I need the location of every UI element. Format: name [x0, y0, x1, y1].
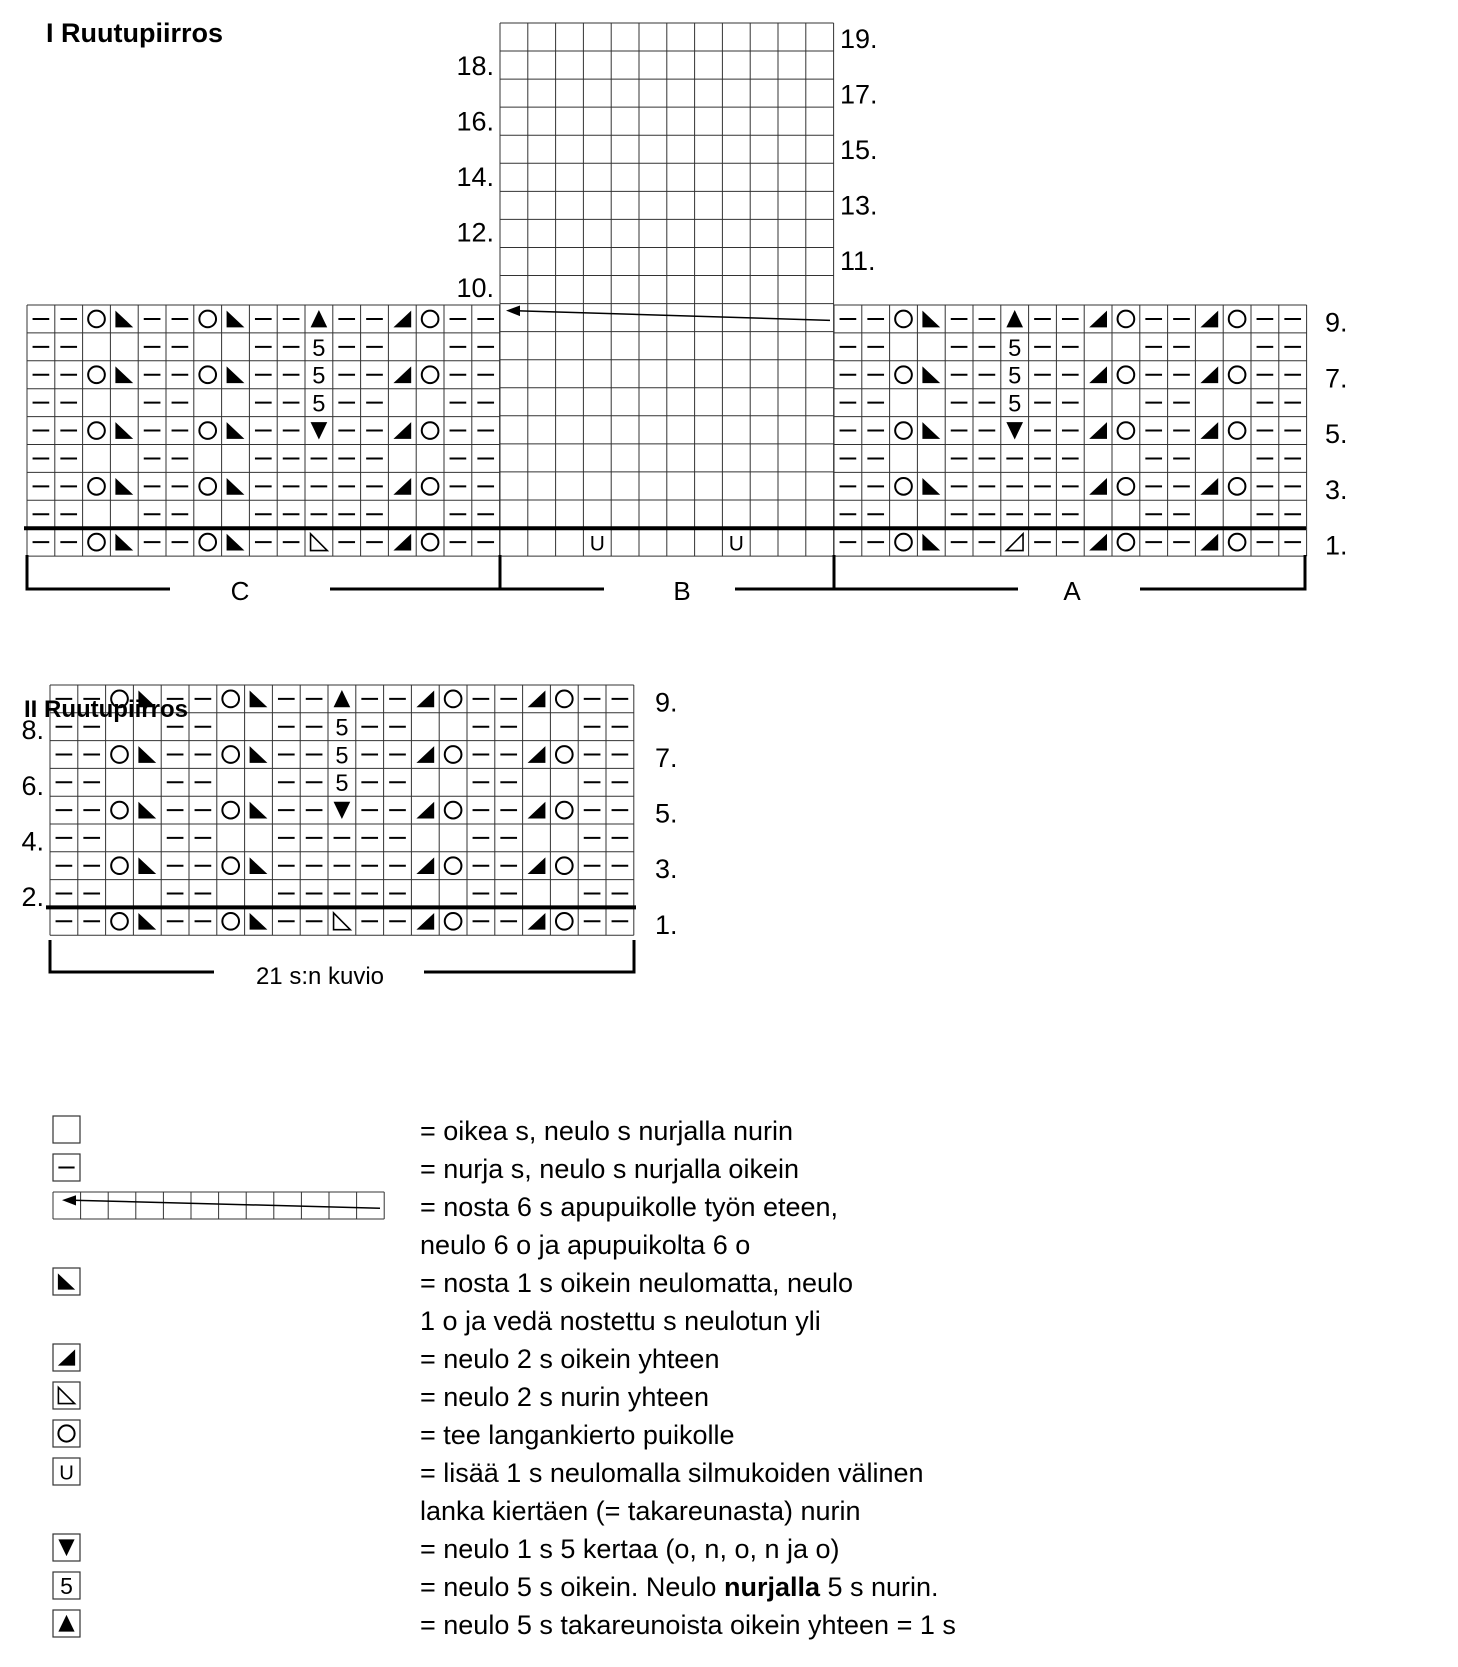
skpo-mark: [227, 311, 245, 328]
yarn-over-mark: [111, 857, 128, 874]
m1p-mark: U: [59, 1462, 74, 1485]
inc5-mark: [334, 802, 351, 819]
bracket-c-right: [330, 555, 500, 589]
upper-row-label-right: 17.: [840, 79, 878, 110]
k2tog-mark: [1200, 366, 1218, 383]
skpo-mark: [227, 478, 245, 495]
legend-text-cable-1: = nosta 6 s apupuikolle työn eteen,: [420, 1192, 839, 1222]
yarn-over-mark: [556, 913, 573, 930]
row-label-left: 8.: [21, 715, 44, 746]
skpo-mark: [138, 857, 156, 874]
legend-text-inc5: = neulo 1 s 5 kertaa (o, n, o, n ja o): [420, 1534, 840, 1564]
five-mark: 5: [1008, 335, 1022, 362]
skpo-mark: [922, 534, 940, 551]
legend-text-dash: = nurja s, neulo s nurjalla oikein: [420, 1154, 799, 1184]
yarn-over-mark: [1118, 311, 1135, 328]
inc5-mark: [1006, 422, 1023, 439]
upper-row-label-left: 18.: [456, 51, 494, 81]
row-label-left: 4.: [21, 826, 44, 857]
k2tog-mark: [528, 691, 546, 708]
legend-text-five-pre: = neulo 5 s oikein. Neulo: [420, 1572, 724, 1602]
five-mark: 5: [312, 363, 326, 390]
yarn-over-mark: [1118, 422, 1135, 439]
yarn-over-mark: [222, 857, 239, 874]
yarn-over-mark: [222, 746, 239, 763]
yarn-over-mark: [1118, 478, 1135, 495]
row-label-right: 9.: [655, 687, 678, 718]
row-label-right: 5.: [655, 798, 678, 829]
k2tog-mark: [393, 534, 411, 551]
k2tog-mark: [528, 802, 546, 819]
yarn-over-mark: [422, 366, 439, 383]
yarn-over-mark: [222, 802, 239, 819]
row-label-right: 3.: [1325, 474, 1348, 505]
yarn-over-mark: [88, 311, 105, 328]
row-label-right: 9.: [1325, 307, 1348, 338]
row-label-left: 2.: [21, 882, 44, 913]
dec5-mark: [334, 690, 351, 707]
row-label-right: 7.: [1325, 363, 1348, 394]
yarn-over-mark: [222, 691, 239, 708]
skpo-mark: [250, 746, 268, 763]
yarn-over-mark: [895, 478, 912, 495]
k2tog-mark: [416, 857, 434, 874]
skpo-mark: [250, 857, 268, 874]
skpo-mark: [227, 422, 245, 439]
k2tog-mark: [393, 478, 411, 495]
yarn-over-mark: [1229, 478, 1246, 495]
yarn-over-mark: [445, 691, 462, 708]
row-label-right: 1.: [655, 909, 678, 940]
yarn-over-mark: [556, 691, 573, 708]
chart-2: [21, 685, 677, 990]
p2tog-mark: [1006, 534, 1023, 551]
skpo-mark: [115, 478, 133, 495]
cable-arrow: [512, 311, 830, 321]
k2tog-mark: [1089, 534, 1107, 551]
chart-2-title: II Ruutupiirros: [24, 696, 188, 723]
inc5-mark: [311, 422, 328, 439]
yarn-over-mark: [895, 534, 912, 551]
k2tog-mark: [393, 422, 411, 439]
yarn-over-mark: [895, 311, 912, 328]
row-label-right: 5.: [1325, 419, 1348, 450]
k2tog-mark: [1089, 311, 1107, 328]
skpo-mark: [250, 913, 268, 930]
k2tog-mark: [528, 746, 546, 763]
skpo-mark: [115, 534, 133, 551]
yarn-over-mark: [445, 857, 462, 874]
yarn-over-mark: [422, 311, 439, 328]
skpo-mark: [227, 366, 245, 383]
skpo-mark: [138, 691, 156, 708]
skpo-mark: [250, 691, 268, 708]
yarn-over-mark: [1229, 422, 1246, 439]
k2tog-mark: [416, 746, 434, 763]
upper-row-label-right: 13.: [840, 190, 878, 221]
yarn-over-mark: [422, 534, 439, 551]
yarn-over-mark: [1118, 534, 1135, 551]
legend-text-yo: = tee langankierto puikolle: [420, 1420, 735, 1450]
upper-row-label-left: 14.: [456, 162, 494, 192]
k2tog-mark: [1200, 478, 1218, 495]
yarn-over-mark: [88, 422, 105, 439]
section-label-c: C: [230, 576, 250, 606]
legend-text-five-post: 5 s nurin.: [819, 1572, 939, 1602]
k2tog-mark: [1089, 422, 1107, 439]
p2tog-mark: [334, 913, 351, 930]
skpo-mark: [227, 534, 245, 551]
bracket-c-left: [27, 555, 170, 589]
yarn-over-mark: [445, 746, 462, 763]
k2tog-mark: [416, 691, 434, 708]
legend-text-k2tog: = neulo 2 s oikein yhteen: [420, 1344, 720, 1374]
row-label-right: 7.: [655, 743, 678, 774]
section-label-a: A: [1063, 576, 1081, 606]
yarn-over-mark: [1229, 534, 1246, 551]
section-label-b: B: [673, 576, 691, 606]
chart-1-title: I Ruutupiirros: [46, 18, 223, 48]
yarn-over-mark: [1229, 311, 1246, 328]
upper-row-label-left: 12.: [456, 217, 494, 248]
yarn-over-mark: [88, 366, 105, 383]
legend-box-yo: [53, 1420, 80, 1447]
k2tog-mark: [1200, 534, 1218, 551]
skpo-mark: [250, 802, 268, 819]
skpo-mark: [138, 802, 156, 819]
legend-symbols: [53, 1116, 384, 1637]
five-mark: 5: [312, 391, 326, 418]
k2tog-mark: [1089, 478, 1107, 495]
k2tog-mark: [393, 311, 411, 328]
yarn-over-mark: [111, 802, 128, 819]
yarn-over-mark: [556, 802, 573, 819]
row-label-right: 3.: [655, 854, 678, 885]
five-mark: 5: [1008, 363, 1022, 390]
k2tog-mark: [1200, 311, 1218, 328]
yarn-over-mark: [111, 746, 128, 763]
yarn-over-mark: [199, 534, 216, 551]
dec5-mark: [311, 310, 328, 327]
cable-arrow-head: [62, 1195, 76, 1205]
yarn-over-mark: [111, 691, 128, 708]
legend-text-dec5: = neulo 5 s takareunoista oikein yhteen = 1 s: [420, 1610, 956, 1640]
legend-text-skpo-1: = nosta 1 s oikein neulomatta, neulo: [420, 1268, 854, 1298]
yarn-over-mark: [422, 422, 439, 439]
legend-text-empty: = oikea s, neulo s nurjalla nurin: [420, 1116, 793, 1146]
yarn-over-mark: [1118, 366, 1135, 383]
yarn-over-mark: [445, 913, 462, 930]
yarn-over-mark: [445, 802, 462, 819]
k2tog-mark: [528, 857, 546, 874]
yarn-over-mark: [199, 366, 216, 383]
yarn-over-mark: [199, 422, 216, 439]
p2tog-mark: [311, 534, 328, 551]
k2tog-mark: [1089, 366, 1107, 383]
bracket-b-right: [735, 555, 834, 589]
yarn-over-mark: [1229, 366, 1246, 383]
yarn-over-mark: [556, 746, 573, 763]
row-label-right: 1.: [1325, 530, 1348, 561]
yarn-over-mark: [222, 913, 239, 930]
upper-row-label-left: 16.: [456, 106, 494, 137]
legend-box-empty: [53, 1116, 80, 1143]
k2tog-mark: [416, 802, 434, 819]
yarn-over-mark: [88, 534, 105, 551]
m1p-mark: U: [728, 532, 744, 556]
cable-arrow-head: [506, 306, 520, 317]
five-mark: 5: [335, 715, 349, 742]
cable-arrow: [68, 1200, 380, 1208]
five-mark: 5: [60, 1573, 73, 1600]
yarn-over-mark: [422, 478, 439, 495]
five-mark: 5: [1008, 391, 1022, 418]
upper-row-label-right: 11.: [840, 246, 876, 276]
skpo-mark: [922, 311, 940, 328]
legend-text-cable-2: neulo 6 o ja apupuikolta 6 o: [420, 1230, 751, 1260]
skpo-mark: [138, 913, 156, 930]
bracket-left: [50, 940, 214, 972]
yarn-over-mark: [111, 913, 128, 930]
k2tog-mark: [1200, 422, 1218, 439]
legend-text-p2tog: = neulo 2 s nurin yhteen: [420, 1382, 709, 1412]
k2tog-mark: [393, 366, 411, 383]
legend-text-five-bold: nurjalla: [723, 1572, 820, 1602]
yarn-over-mark: [895, 422, 912, 439]
skpo-mark: [115, 366, 133, 383]
bracket-right: [424, 940, 634, 972]
five-mark: 5: [335, 743, 349, 770]
m1p-mark: U: [589, 532, 605, 556]
skpo-mark: [138, 746, 156, 763]
yarn-over-mark: [199, 311, 216, 328]
chart-1: [24, 23, 1348, 606]
skpo-mark: [922, 366, 940, 383]
upper-row-label-right: 19.: [840, 24, 878, 54]
upper-row-label-left: 10.: [456, 273, 494, 303]
skpo-mark: [115, 422, 133, 439]
skpo-mark: [115, 311, 133, 328]
upper-row-label-right: 15.: [840, 135, 878, 165]
yarn-over-mark: [88, 478, 105, 495]
yarn-over-mark: [199, 478, 216, 495]
legend-text-skpo-2: 1 o ja vedä nostettu s neulotun yli: [420, 1306, 821, 1336]
five-mark: 5: [312, 335, 326, 362]
bracket-a-right: [1140, 555, 1305, 589]
legend-text-m1p-1: = lisää 1 s neulomalla silmukoiden välinen: [420, 1458, 924, 1488]
k2tog-mark: [528, 913, 546, 930]
k2tog-mark: [416, 913, 434, 930]
yarn-over-mark: [895, 366, 912, 383]
five-mark: 5: [335, 771, 349, 798]
repeat-label: 21 s:n kuvio: [255, 963, 385, 990]
dec5-mark: [1006, 310, 1023, 327]
skpo-mark: [922, 422, 940, 439]
yarn-over-mark: [556, 857, 573, 874]
legend-text-m1p-2: lanka kiertäen (= takareunasta) nurin: [420, 1496, 861, 1526]
row-label-left: 6.: [21, 770, 44, 801]
skpo-mark: [922, 478, 940, 495]
